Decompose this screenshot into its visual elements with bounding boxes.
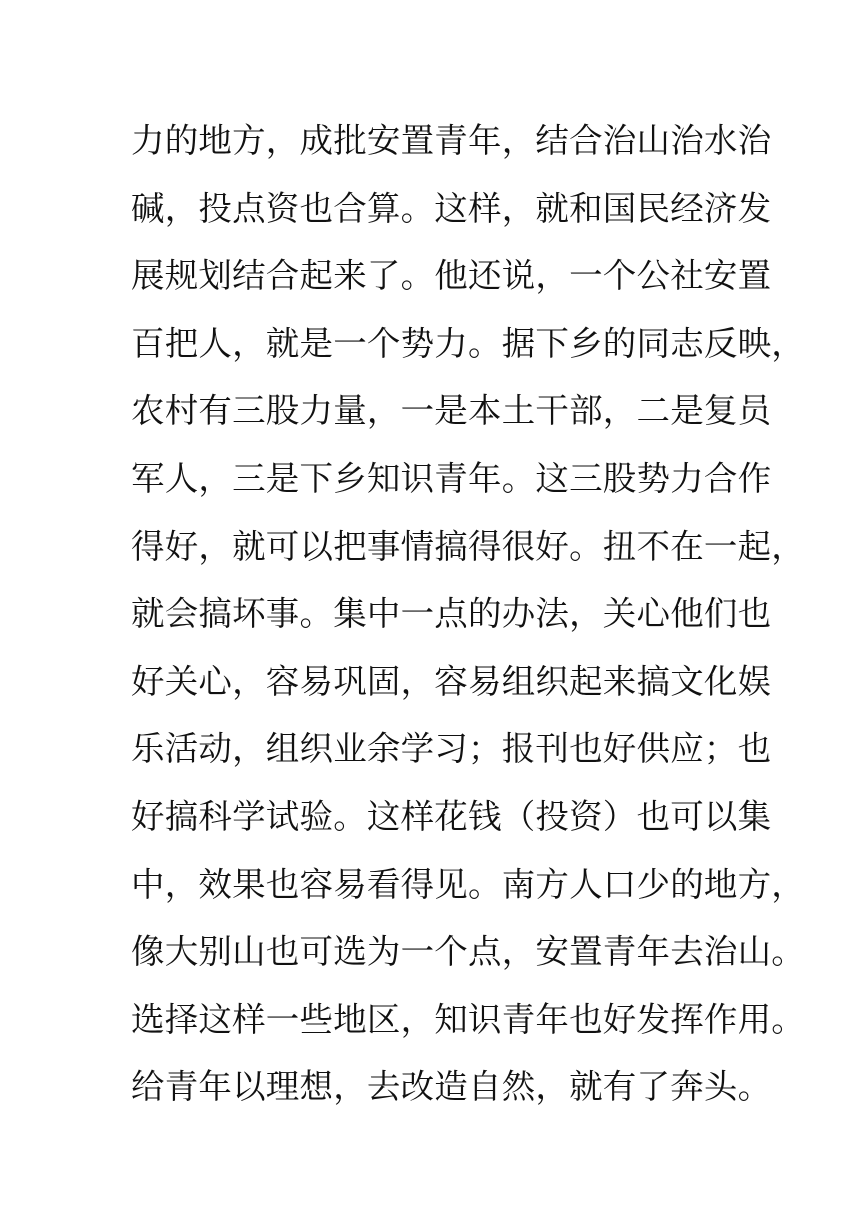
- text-line: 就会搞坏事。集中一点的办法，关心他们也: [131, 594, 772, 634]
- text-line: 军人，三是下乡知识青年。这三股势力合作: [131, 458, 772, 498]
- body-text: [131, 112, 805, 1126]
- text-line: 农村有三股力量，一是本土干部，二是复员: [131, 391, 772, 431]
- text-line: 像大别山也可选为一个点，安置青年去治山。: [131, 932, 805, 972]
- text-line: 好搞科学试验。这样花钱（投资）也可以集: [131, 796, 772, 836]
- text-line: 乐活动，组织业余学习；报刊也好供应；也: [131, 729, 772, 769]
- text-line: 百把人，就是一个势力。据下乡的同志反映，: [131, 323, 805, 363]
- text-line: 选择这样一些地区，知识青年也好发挥作用。: [131, 999, 805, 1039]
- text-line: 力的地方，成批安置青年，结合治山治水治: [131, 121, 772, 160]
- text-line: 得好，就可以把事情搞得很好。扭不在一起，: [131, 526, 805, 566]
- text-line: 中，效果也容易看得见。南方人口少的地方，: [131, 864, 805, 904]
- text-line: 好关心，容易巩固，容易组织起来搞文化娱: [131, 661, 772, 701]
- text-line: 碱，投点资也合算。这样，就和国民经济发: [131, 188, 772, 228]
- text-line: 给青年以理想，去改造自然，就有了奔头。: [131, 1067, 772, 1107]
- text-line: 展规划结合起来了。他还说，一个公社安置: [131, 256, 772, 296]
